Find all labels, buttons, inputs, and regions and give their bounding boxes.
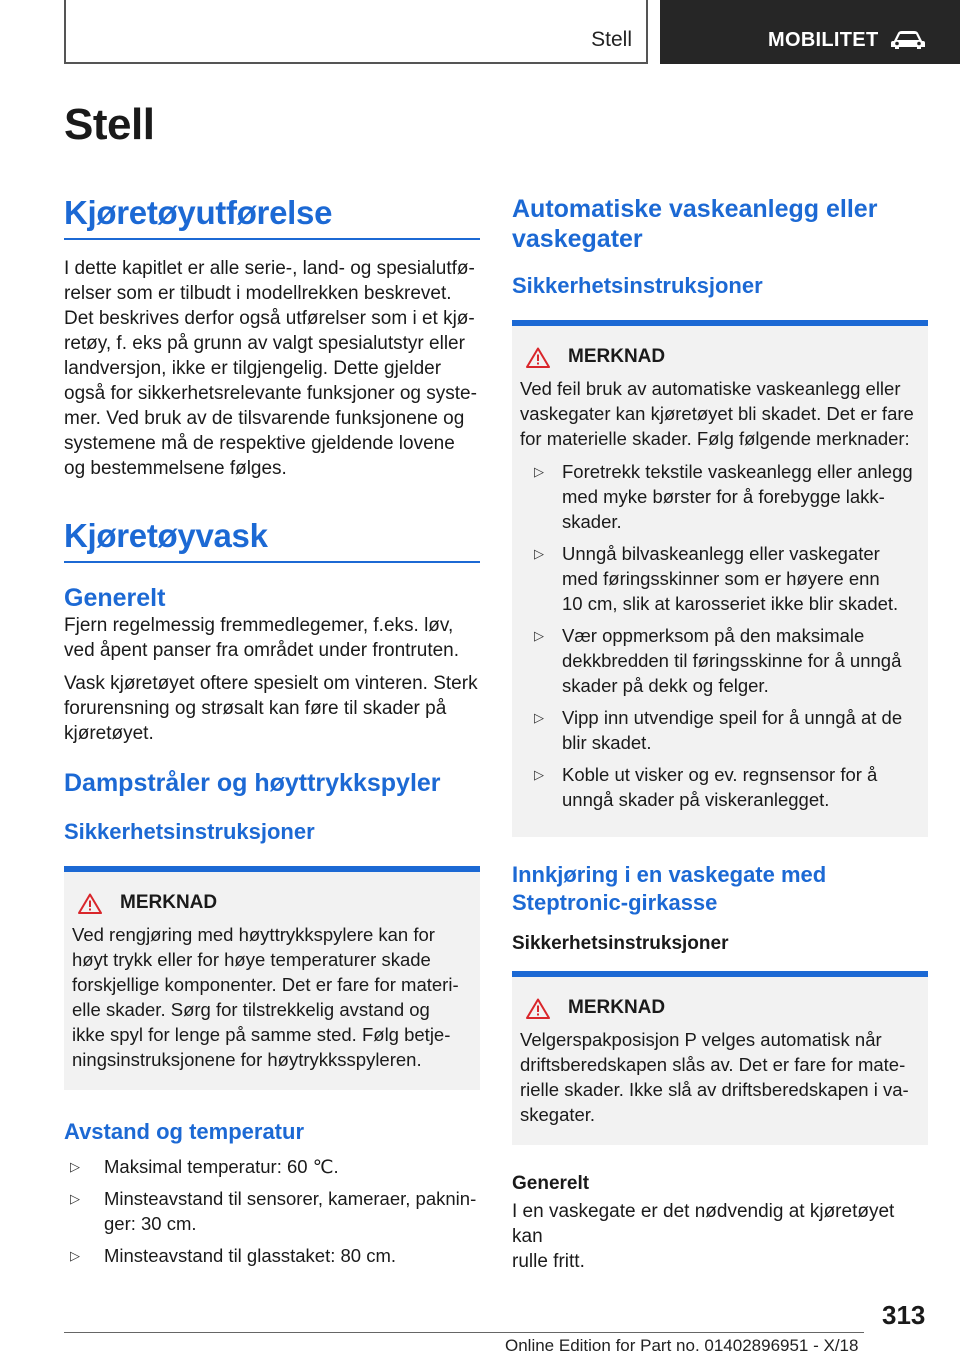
- header-section-label: Stell: [591, 28, 632, 51]
- text-line: retøy, f. eks på grunn av valgt spesialutstyr eller: [64, 333, 465, 354]
- text-line: Vask kjøretøyet oftere spesielt om vinteren. Sterk: [64, 673, 478, 694]
- text-line: ningsinstruksjonene for høytrykksspyleren.: [72, 1049, 422, 1070]
- left-column: [64, 194, 480, 1275]
- page-title: Stell: [64, 100, 155, 149]
- warning-icon: [78, 893, 102, 914]
- general-paragraph: [512, 1199, 928, 1274]
- text-line: landversjon, ikke er tilgjengelig. Dette gjelder: [64, 358, 442, 379]
- text-line: Vipp inn utvendige speil for å unngå at de: [562, 707, 903, 728]
- bullet-marker: ▷: [534, 767, 544, 782]
- bullet-marker: ▷: [70, 1248, 80, 1263]
- bullet-marker: ▷: [534, 710, 544, 725]
- list-item: [520, 762, 920, 812]
- distance-list: [64, 1154, 480, 1268]
- text-line: skader på dekk og felger.: [562, 675, 769, 696]
- text-line: I en vaskegate er det nødvendig at kjøretøyet kan: [512, 1201, 895, 1247]
- notice-list: [520, 459, 920, 812]
- text-line: skader.: [562, 511, 622, 532]
- text-line: også for sikkerhetsrelevante funksjoner og syste-: [64, 383, 477, 404]
- notice-box: [512, 320, 928, 837]
- notice-header: [520, 997, 920, 1019]
- text-line: Minsteavstand til sensorer, kameraer, paknin-: [104, 1188, 477, 1209]
- header-chapter-label: MOBILITET: [768, 29, 879, 51]
- text-line: Maksimal temperatur: 60 ℃.: [104, 1156, 339, 1177]
- text-line: Koble ut visker og ev. regnsensor for å: [562, 764, 878, 785]
- heading-automatic-car-wash: [512, 194, 928, 254]
- text-line: skegater.: [520, 1104, 596, 1125]
- text-line: Unngå bilvaskeanlegg eller vaskegater: [562, 543, 880, 564]
- text-line: med myke børster for å forebygge lakk-: [562, 486, 885, 507]
- heading-entering-wash-tunnel: [512, 861, 928, 917]
- notice-title: MERKNAD: [120, 892, 218, 913]
- list-item: [64, 1186, 480, 1236]
- notice-header: [520, 346, 920, 368]
- text-line: Foretrekk tekstile vaskeanlegg eller anlegg: [562, 461, 913, 482]
- list-item: [64, 1243, 480, 1268]
- notice-header: [72, 892, 472, 914]
- text-line: ikke spyl for lenge på samme sted. Følg betje-: [72, 1024, 451, 1045]
- list-item: [64, 1154, 480, 1179]
- notice-text: [520, 1027, 920, 1127]
- text-line: rielle skader. Ikke slå av driftsberedskapen i va-: [520, 1079, 909, 1100]
- text-line: ved åpent panser fra området under frontruten.: [64, 640, 460, 661]
- notice-text: [520, 376, 920, 451]
- text-line: Ved rengjøring med høyttrykkspylere kan for: [72, 924, 435, 945]
- warning-icon: [526, 998, 550, 1019]
- page-number: 313: [882, 1300, 926, 1330]
- list-item: [520, 705, 920, 755]
- heading-line: vaskegater: [512, 225, 643, 253]
- heading-line: Steptronic-girkasse: [512, 890, 718, 915]
- text-line: mer. Ved bruk av de tilsvarende funksjonene og: [64, 408, 465, 429]
- list-item: [520, 623, 920, 698]
- text-line: elle skader. Sørg for tilstrekkelig avstand og: [72, 999, 430, 1020]
- text-line: forskjellige komponenter. Det er fare for materi-: [72, 974, 459, 995]
- text-line: kjøretøyet.: [64, 723, 154, 744]
- text-line: Minsteavstand til glasstaket: 80 cm.: [104, 1245, 397, 1266]
- header-chapter-tab: [660, 0, 960, 64]
- text-line: ger: 30 cm.: [104, 1213, 197, 1234]
- bullet-marker: ▷: [70, 1159, 80, 1174]
- list-item: [520, 541, 920, 616]
- text-line: I dette kapitlet er alle serie-, land- og spesialutfø-: [64, 258, 475, 279]
- text-line: Fjern regelmessig fremmedlegemer, f.eks. løv,: [64, 615, 454, 636]
- text-line: Velgerspakposisjon P velges automatisk når: [520, 1029, 882, 1050]
- heading-vehicle-wash: Kjøretøyvask: [64, 517, 480, 563]
- design-paragraph: [64, 256, 480, 481]
- text-line: rulle fritt.: [512, 1251, 585, 1272]
- text-line: 10 cm, slik at karosseriet ikke blir skadet.: [562, 593, 899, 614]
- text-line: relser som er tilbudt i modellrekken beskrevet.: [64, 283, 452, 304]
- heading-steam-pressure-washer: Dampstråler og høyttrykkspyler: [64, 769, 441, 797]
- general-paragraph-1: [64, 613, 480, 663]
- general-paragraph-2: [64, 671, 480, 746]
- text-line: systemene må de respektive gjeldende lovene: [64, 433, 455, 454]
- text-line: høyt trykk eller for høye temperaturer skade: [72, 949, 431, 970]
- notice-box: [512, 971, 928, 1145]
- heading-safety-instructions: Sikkerhetsinstruksjoner: [512, 273, 763, 298]
- bullet-marker: ▷: [534, 546, 544, 561]
- text-line: Vær oppmerksom på den maksimale: [562, 625, 865, 646]
- list-item: [520, 459, 920, 534]
- warning-icon: [526, 347, 550, 368]
- car-icon: [890, 28, 926, 50]
- heading-distance-temperature: Avstand og temperatur: [64, 1119, 305, 1144]
- text-line: blir skadet.: [562, 732, 652, 753]
- heading-safety-instructions: Sikkerhetsinstruksjoner: [64, 819, 315, 844]
- footer-edition: Online Edition for Part no. 01402896951 - X/18: [505, 1336, 859, 1355]
- header-section-box: [64, 0, 648, 64]
- notice-box: [64, 866, 480, 1090]
- notice-title: MERKNAD: [568, 997, 666, 1018]
- text-line: dekkbredden til føringsskinne for å unngå: [562, 650, 902, 671]
- heading-safety-instructions: Sikkerhetsinstruksjoner: [512, 933, 729, 954]
- text-line: unngå skader på viskeranlegget.: [562, 789, 830, 810]
- heading-line: Innkjøring i en vaskegate med: [512, 862, 827, 887]
- right-column: [512, 194, 928, 1274]
- text-line: driftsberedskapen slås av. Det er fare for mate-: [520, 1054, 906, 1075]
- heading-general: Generelt: [512, 1173, 590, 1194]
- text-line: for materielle skader. Følg følgende merknader:: [520, 428, 910, 449]
- footer-divider: [64, 1332, 864, 1333]
- text-line: Ved feil bruk av automatiske vaskeanlegg eller: [520, 378, 901, 399]
- text-line: vaskegater kan kjøretøyet bli skadet. Det er fare: [520, 403, 914, 424]
- text-line: Det beskrives derfor også utførelser som i et kjø-: [64, 308, 475, 329]
- bullet-marker: ▷: [534, 464, 544, 479]
- text-line: og bestemmelsene følges.: [64, 458, 287, 479]
- notice-text: [72, 922, 472, 1072]
- text-line: med føringsskinner som er høyere enn: [562, 568, 880, 589]
- heading-line: Automatiske vaskeanlegg eller: [512, 195, 878, 223]
- heading-vehicle-design: Kjøretøyutførelse: [64, 194, 480, 240]
- bullet-marker: ▷: [534, 628, 544, 643]
- bullet-marker: ▷: [70, 1191, 80, 1206]
- notice-title: MERKNAD: [568, 346, 666, 367]
- heading-general: Generelt: [64, 584, 166, 612]
- text-line: forurensning og strøsalt kan føre til skader på: [64, 698, 447, 719]
